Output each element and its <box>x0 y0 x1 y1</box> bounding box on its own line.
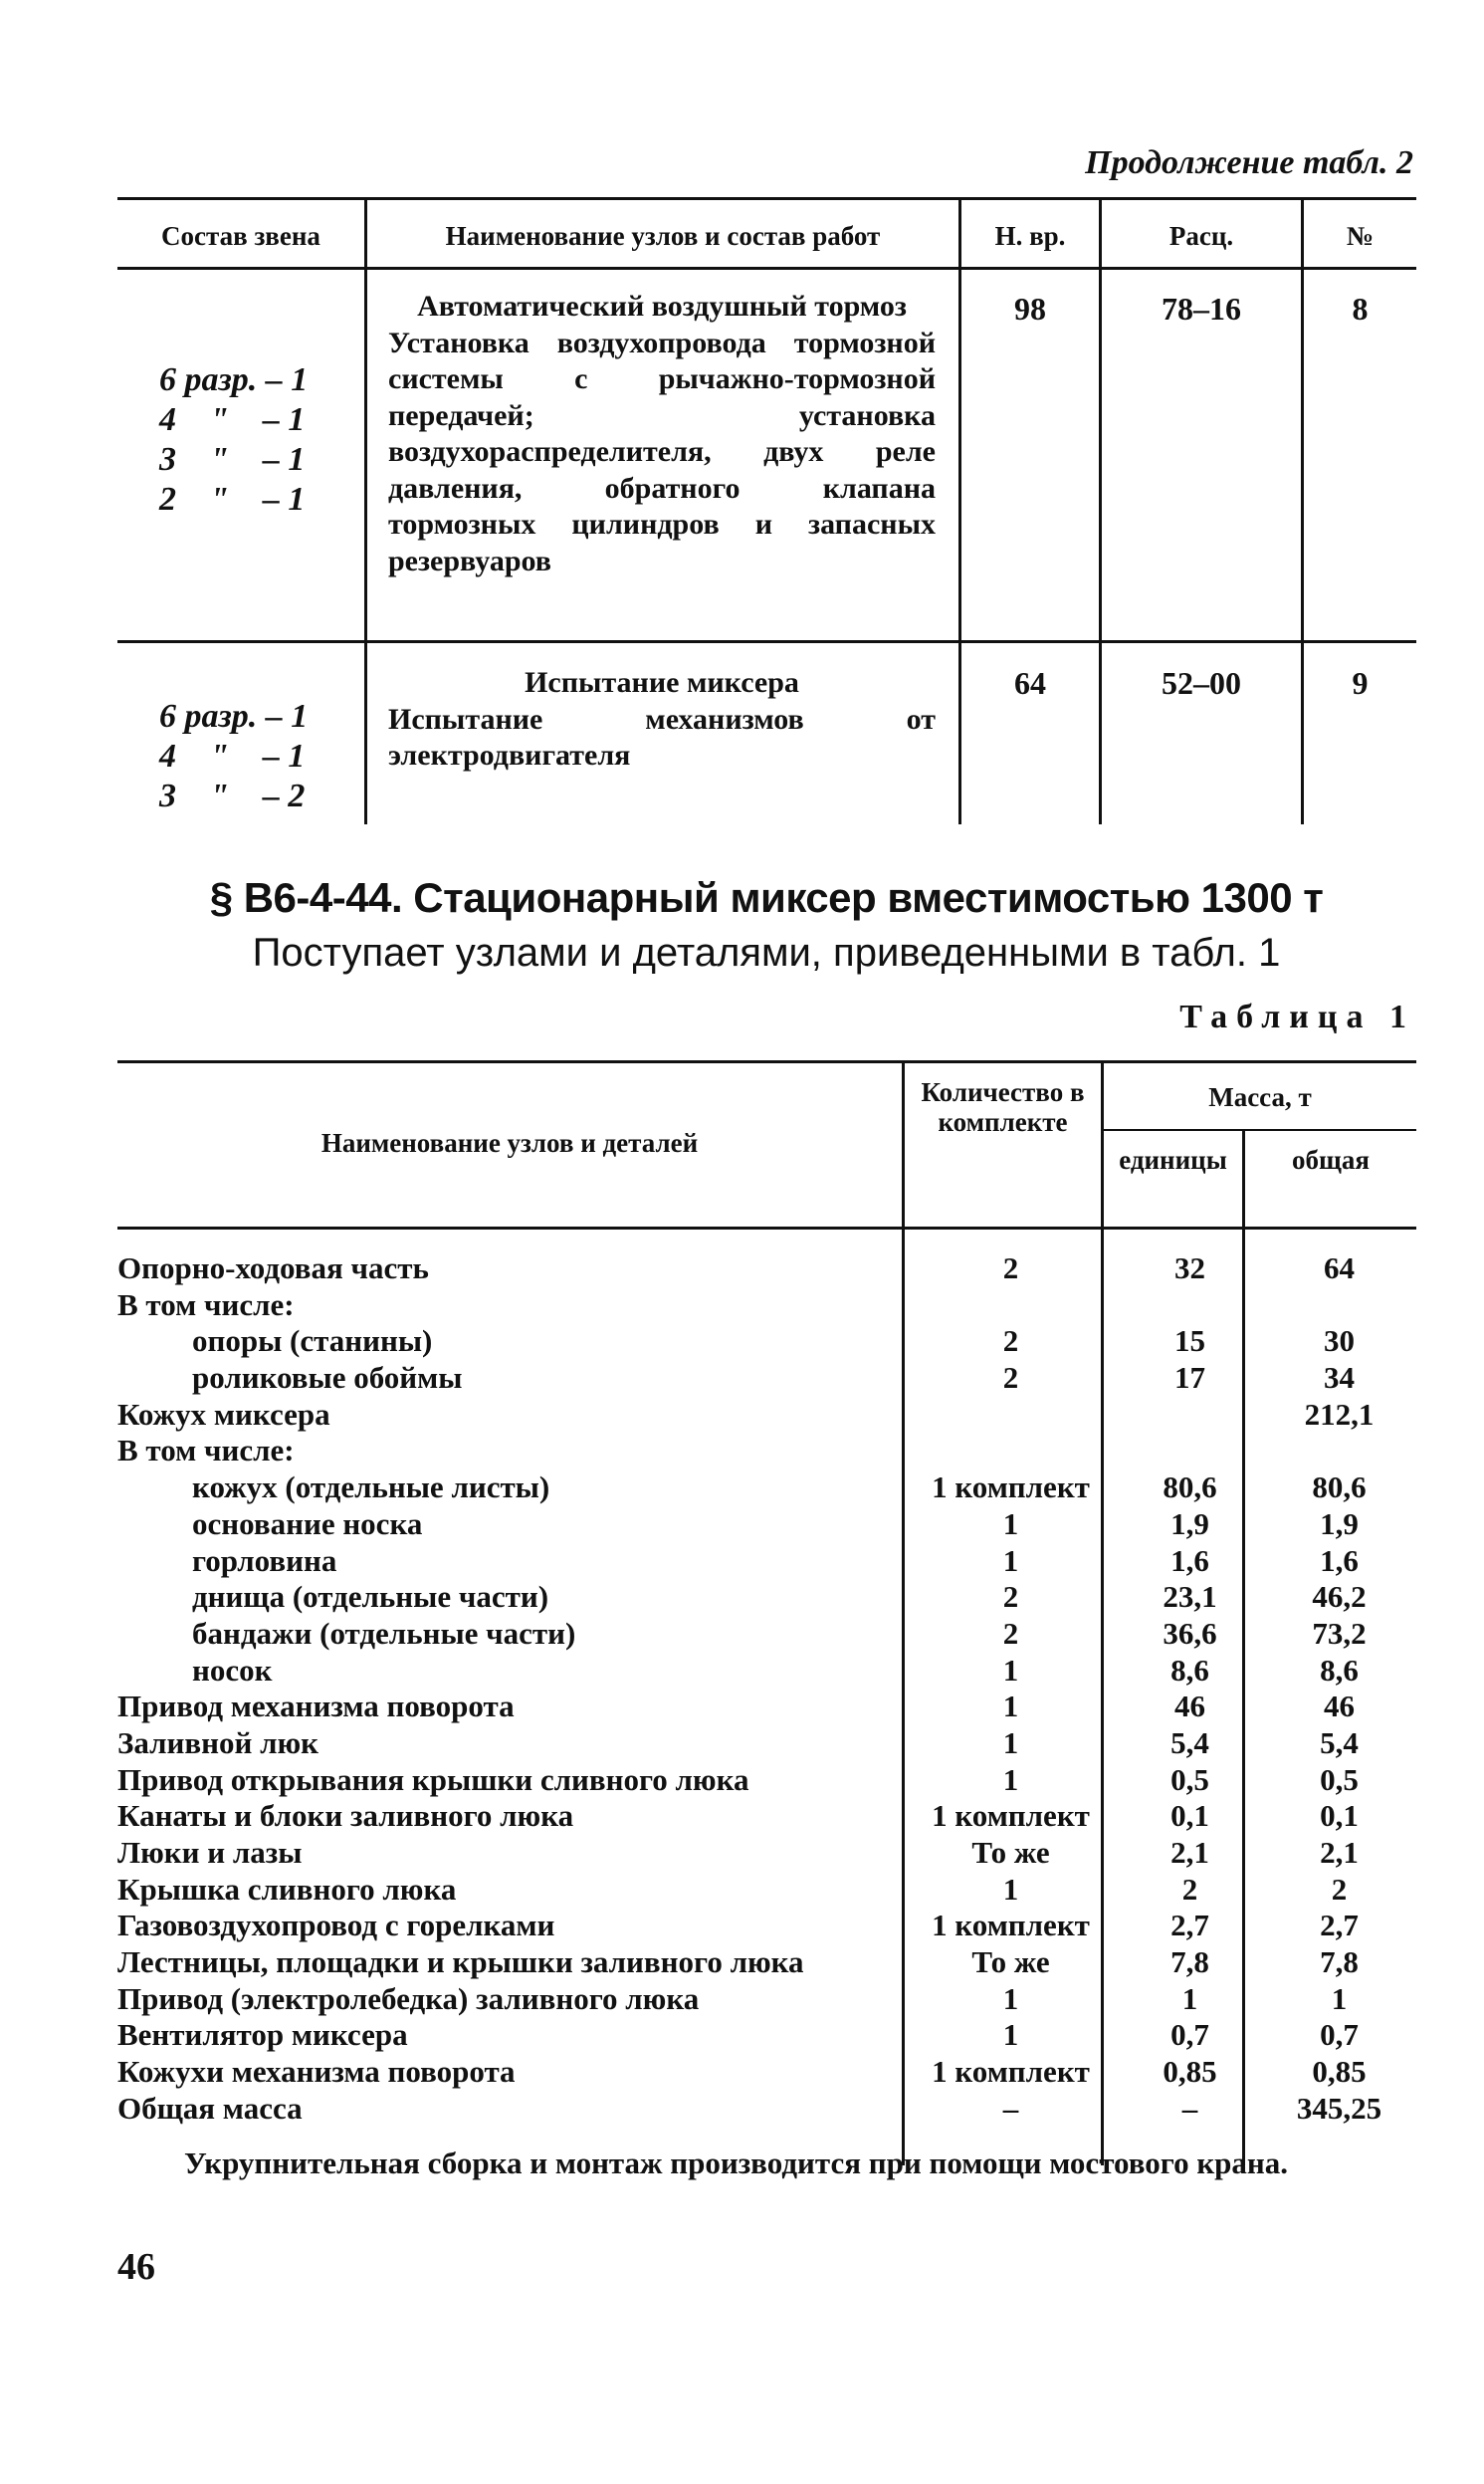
row-name: Кожух миксера <box>117 1396 330 1432</box>
row-total-mass: 2 <box>1331 1871 1348 1907</box>
table-row <box>117 2054 1416 2091</box>
table1-header-rule <box>117 1227 1416 1230</box>
table-row <box>117 1250 1416 1287</box>
row-total-mass: 46,2 <box>1312 1579 1367 1615</box>
row-name: Канаты и блоки заливного люка <box>117 1798 574 1834</box>
row-qty: 1 <box>1002 1505 1019 1541</box>
row-total-mass: 1,9 <box>1320 1505 1359 1541</box>
row-qty: 1 <box>1002 1761 1019 1797</box>
row-total-mass: 2,1 <box>1320 1835 1359 1870</box>
table2-row-rate: 52–00 <box>1162 665 1241 701</box>
row-total-mass: 8,6 <box>1320 1652 1359 1688</box>
work-title: Автоматический воздушный тормоз <box>417 290 907 323</box>
table-row <box>117 1433 1416 1469</box>
row-unit-mass: 15 <box>1174 1323 1205 1359</box>
row-qty: 1 <box>1002 1652 1019 1688</box>
row-name: Привод открывания крышки сливного люка <box>117 1761 749 1797</box>
table2-header-norm: Н. вр. <box>994 221 1066 251</box>
table-row <box>117 2017 1416 2054</box>
row-unit-mass: 0,5 <box>1170 1761 1209 1797</box>
table-row <box>117 1323 1416 1360</box>
row-qty: 2 <box>1002 1360 1019 1396</box>
row-qty: То же <box>971 1835 1050 1870</box>
row-unit-mass: 7,8 <box>1170 1944 1209 1980</box>
row-qty: 1 <box>1002 1980 1019 2016</box>
row-name: роликовые обоймы <box>192 1360 463 1396</box>
row-name: Газовоздухопровод с горелками <box>117 1908 555 1943</box>
row-unit-mass: 1 <box>1181 1980 1198 2016</box>
table1-header-total: общая <box>1292 1145 1370 1175</box>
table2-top-rule <box>117 197 1416 200</box>
row-unit-mass: 17 <box>1174 1360 1205 1396</box>
row-unit-mass: 2,1 <box>1170 1835 1209 1870</box>
table-row <box>117 1653 1416 1690</box>
row-name: Общая масса <box>117 2090 303 2126</box>
table2-header-rate: Расц. <box>1168 221 1234 251</box>
row-qty: 2 <box>1002 1323 1019 1359</box>
table-row <box>117 1835 1416 1872</box>
row-total-mass: 0,5 <box>1320 1761 1359 1797</box>
table2-row-no: 8 <box>1352 291 1369 327</box>
footnote: Укрупнительная сборка и монтаж производится при помощи мостового крана. <box>184 2145 1289 2180</box>
table1-header-qty: Количество в комплекте <box>921 1077 1085 1137</box>
table1-header-mass: Масса, т <box>1208 1082 1312 1112</box>
row-name: Заливной люк <box>117 1724 319 1760</box>
table-row <box>117 1506 1416 1543</box>
table1-header-unit: единицы <box>1119 1145 1227 1175</box>
table-row <box>117 1469 1416 1506</box>
row-name: Кожухи механизма поворота <box>117 2054 516 2090</box>
row-name: Привод (электролебедка) заливного люка <box>117 1980 700 2016</box>
table-row <box>117 1287 1416 1324</box>
row-name: Привод механизма поворота <box>117 1689 515 1724</box>
row-unit-mass: 1,9 <box>1170 1505 1209 1541</box>
row-qty: 1 <box>1002 1724 1019 1760</box>
row-total-mass: 212,1 <box>1304 1396 1375 1432</box>
row-qty: 1 <box>1002 1689 1019 1724</box>
row-name: горловина <box>192 1542 337 1578</box>
table-row <box>117 1872 1416 1909</box>
work-text: Установка воздухопровода тормозной системы с рычажно-тормозной передачей; установка воздухораспределителя, двух реле давления, обратного клапана тормозных цилиндров и запасных резервуаров <box>388 326 936 577</box>
row-name: основание носка <box>192 1505 423 1541</box>
table-row <box>117 1616 1416 1653</box>
row-unit-mass: 32 <box>1174 1250 1205 1285</box>
table2-row-crew: 6 разр. – 1 4 " – 1 3 " – 1 2 " – 1 <box>159 361 309 518</box>
row-total-mass: 30 <box>1324 1323 1355 1359</box>
row-name: носок <box>192 1652 273 1688</box>
section-subtitle: Поступает узлами и деталями, приведенными в табл. 1 <box>252 931 1281 975</box>
row-name: бандажи (отдельные части) <box>192 1615 576 1651</box>
table2-col-divider <box>364 197 367 824</box>
section-title: § В6-4-44. Стационарный миксер вместимостью 1300 т <box>209 874 1324 921</box>
row-total-mass: 2,7 <box>1320 1908 1359 1943</box>
row-total-mass: 34 <box>1324 1360 1355 1396</box>
table1-mass-subrule <box>1103 1129 1416 1131</box>
table1-header-name: Наименование узлов и деталей <box>320 1128 699 1158</box>
table2-row-norm: 98 <box>1014 291 1046 327</box>
row-unit-mass: 2 <box>1181 1871 1198 1907</box>
row-qty: 1 комплект <box>932 1798 1090 1834</box>
row-qty: То же <box>971 1944 1050 1980</box>
row-total-mass: 46 <box>1324 1689 1355 1724</box>
row-qty: 2 <box>1002 1615 1019 1651</box>
row-total-mass: 64 <box>1324 1250 1355 1285</box>
table-row <box>117 1360 1416 1397</box>
row-unit-mass: 0,1 <box>1170 1798 1209 1834</box>
row-total-mass: 1,6 <box>1320 1542 1359 1578</box>
row-qty: – <box>1002 2090 1019 2126</box>
row-unit-mass: 2,7 <box>1170 1908 1209 1943</box>
row-name: Люки и лазы <box>117 1835 303 1870</box>
table-row <box>117 1762 1416 1799</box>
table2-header-no: № <box>1346 221 1375 251</box>
table2-row-work <box>388 289 936 579</box>
row-name: опоры (станины) <box>192 1323 433 1359</box>
row-total-mass: 0,7 <box>1320 2017 1359 2053</box>
row-unit-mass: 5,4 <box>1170 1724 1209 1760</box>
row-total-mass: 1 <box>1331 1980 1348 2016</box>
row-name: Крышка сливного люка <box>117 1871 457 1907</box>
table2-header-work: Наименование узлов и состав работ <box>445 221 881 251</box>
row-name: кожух (отдельные листы) <box>192 1469 550 1505</box>
row-total-mass: 0,1 <box>1320 1798 1359 1834</box>
work-text: Испытание механизмов от электродвигателя <box>388 702 936 772</box>
table-row <box>117 1725 1416 1762</box>
row-total-mass: 0,85 <box>1312 2054 1367 2090</box>
continuation-caption: Продолжение табл. 2 <box>1085 144 1413 181</box>
row-total-mass: 5,4 <box>1320 1724 1359 1760</box>
row-unit-mass: 46 <box>1174 1689 1205 1724</box>
row-total-mass: 80,6 <box>1312 1469 1367 1505</box>
table1-body <box>117 1250 1416 2128</box>
row-name: Лестницы, площадки и крышки заливного люка <box>117 1944 804 1980</box>
table2-row-work <box>388 665 936 775</box>
table-row <box>117 1689 1416 1725</box>
row-unit-mass: 0,85 <box>1163 2054 1217 2090</box>
row-qty: 1 комплект <box>932 1908 1090 1943</box>
row-qty: 1 <box>1002 2017 1019 2053</box>
row-qty: 1 <box>1002 1871 1019 1907</box>
table1-top-rule <box>117 1060 1416 1063</box>
table-row <box>117 1944 1416 1981</box>
row-unit-mass: 36,6 <box>1163 1615 1217 1651</box>
table1-caption: Таблица 1 <box>1179 999 1415 1035</box>
table-row <box>117 1579 1416 1616</box>
table-row <box>117 1397 1416 1434</box>
row-name: днища (отдельные части) <box>192 1579 549 1615</box>
table2-header-rule <box>117 267 1416 270</box>
table2-row-norm: 64 <box>1014 665 1046 701</box>
table-row <box>117 1543 1416 1580</box>
row-name: В том числе: <box>117 1433 295 1468</box>
row-unit-mass: 80,6 <box>1163 1469 1217 1505</box>
row-total-mass: 73,2 <box>1312 1615 1367 1651</box>
row-name: Опорно-ходовая часть <box>117 1250 429 1285</box>
row-qty: 2 <box>1002 1579 1019 1615</box>
row-unit-mass: 23,1 <box>1163 1579 1217 1615</box>
table-row <box>117 1981 1416 2018</box>
row-qty: 2 <box>1002 1250 1019 1285</box>
row-qty: 1 комплект <box>932 2054 1090 2090</box>
table2-header-crew: Состав звена <box>161 221 320 251</box>
table2-row-rate: 78–16 <box>1162 291 1241 327</box>
table2-row-rule <box>117 640 1416 643</box>
row-total-mass: 345,25 <box>1296 2090 1382 2126</box>
table-row <box>117 1908 1416 1944</box>
work-title: Испытание миксера <box>525 666 799 699</box>
table2-row-no: 9 <box>1352 665 1369 701</box>
table2-row-crew: 6 разр. – 1 4 " – 1 3 " – 2 <box>159 698 309 814</box>
row-name: Вентилятор миксера <box>117 2017 408 2053</box>
row-total-mass: 7,8 <box>1320 1944 1359 1980</box>
row-qty: 1 <box>1002 1542 1019 1578</box>
row-name: В том числе: <box>117 1286 295 1322</box>
row-unit-mass: 1,6 <box>1170 1542 1209 1578</box>
page-number: 46 <box>117 2246 155 2288</box>
table-row <box>117 2091 1416 2128</box>
row-unit-mass: 0,7 <box>1170 2017 1209 2053</box>
row-qty: 1 комплект <box>932 1469 1090 1505</box>
table-row <box>117 1798 1416 1835</box>
row-unit-mass: 8,6 <box>1170 1652 1209 1688</box>
row-unit-mass: – <box>1181 2090 1198 2126</box>
